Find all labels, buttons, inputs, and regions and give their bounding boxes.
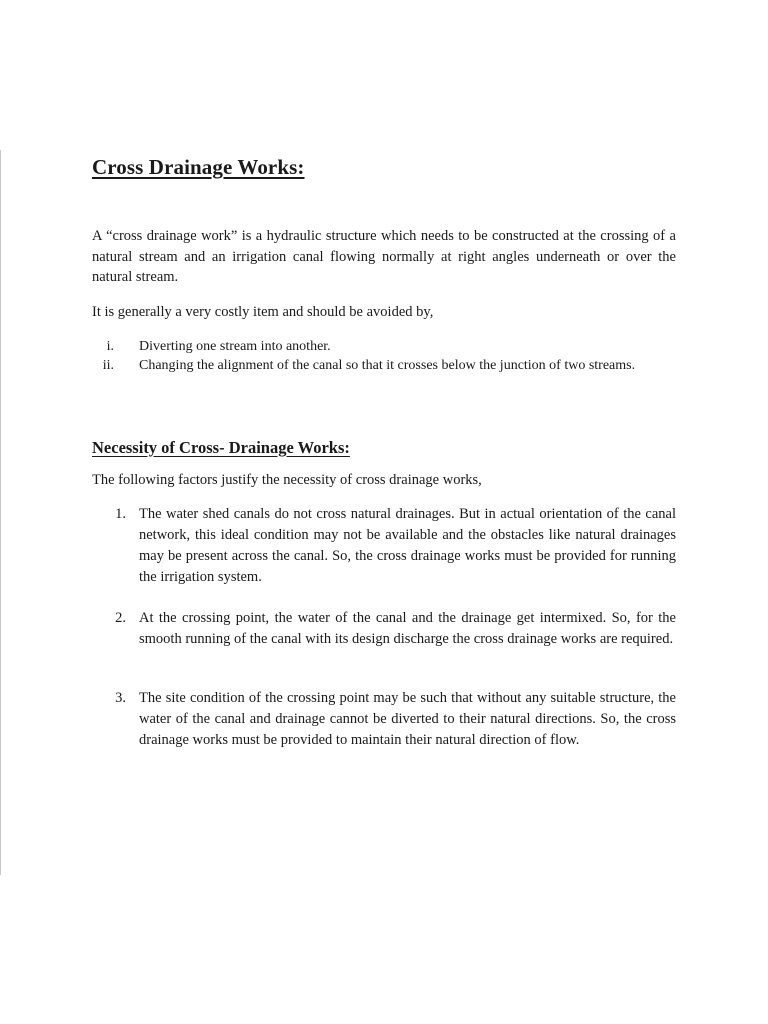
list-marker: 1.: [115, 506, 126, 522]
list-marker: ii.: [102, 357, 114, 373]
list-marker: 3.: [115, 690, 126, 706]
list-item-text: Changing the alignment of the canal so that it crosses below the junction of two streams.: [139, 357, 636, 373]
list-item: [92, 608, 676, 650]
list-item: [92, 356, 676, 375]
page-title: Cross Drainage Works:: [92, 155, 305, 179]
document-page: [92, 155, 676, 751]
list-item: [92, 337, 676, 356]
intro-paragraph: A “cross drainage work” is a hydraulic structure which needs to be constructed at the crossing of a natural stream and an irrigation canal flowing normally at right angles underneath or over the natural stream.: [92, 228, 676, 285]
avoid-paragraph: It is generally a very costly item and should be avoided by,: [92, 304, 434, 320]
list-item: [92, 504, 676, 588]
page-edge-divider: [0, 150, 1, 875]
list-marker: 2.: [115, 610, 126, 626]
list-item-text: The site condition of the crossing point may be such that without any suitable structure, the water of the canal and drainage cannot be diverted to their natural directions. So, the cross drainage works must be provided to maintain their natural direction of flow.: [139, 690, 676, 748]
section-heading: Necessity of Cross- Drainage Works:: [92, 437, 350, 457]
list-item: [92, 688, 676, 751]
list-item-text: At the crossing point, the water of the canal and the drainage get intermixed. So, for the smooth running of the canal with its design discharge the cross drainage works are required.: [139, 610, 676, 647]
avoid-list: [92, 337, 676, 375]
list-item-text: Diverting one stream into another.: [139, 338, 331, 354]
necessity-intro: The following factors justify the necessity of cross drainage works,: [92, 471, 482, 488]
list-marker: i.: [106, 338, 114, 354]
necessity-list: [92, 504, 676, 751]
list-item-text: The water shed canals do not cross natural drainages. But in actual orientation of the canal network, this ideal condition may not be available and the obstacles like natural drainages may be present across the canal. So, the cross drainage works must be provided for running the irrigation system.: [139, 506, 676, 585]
